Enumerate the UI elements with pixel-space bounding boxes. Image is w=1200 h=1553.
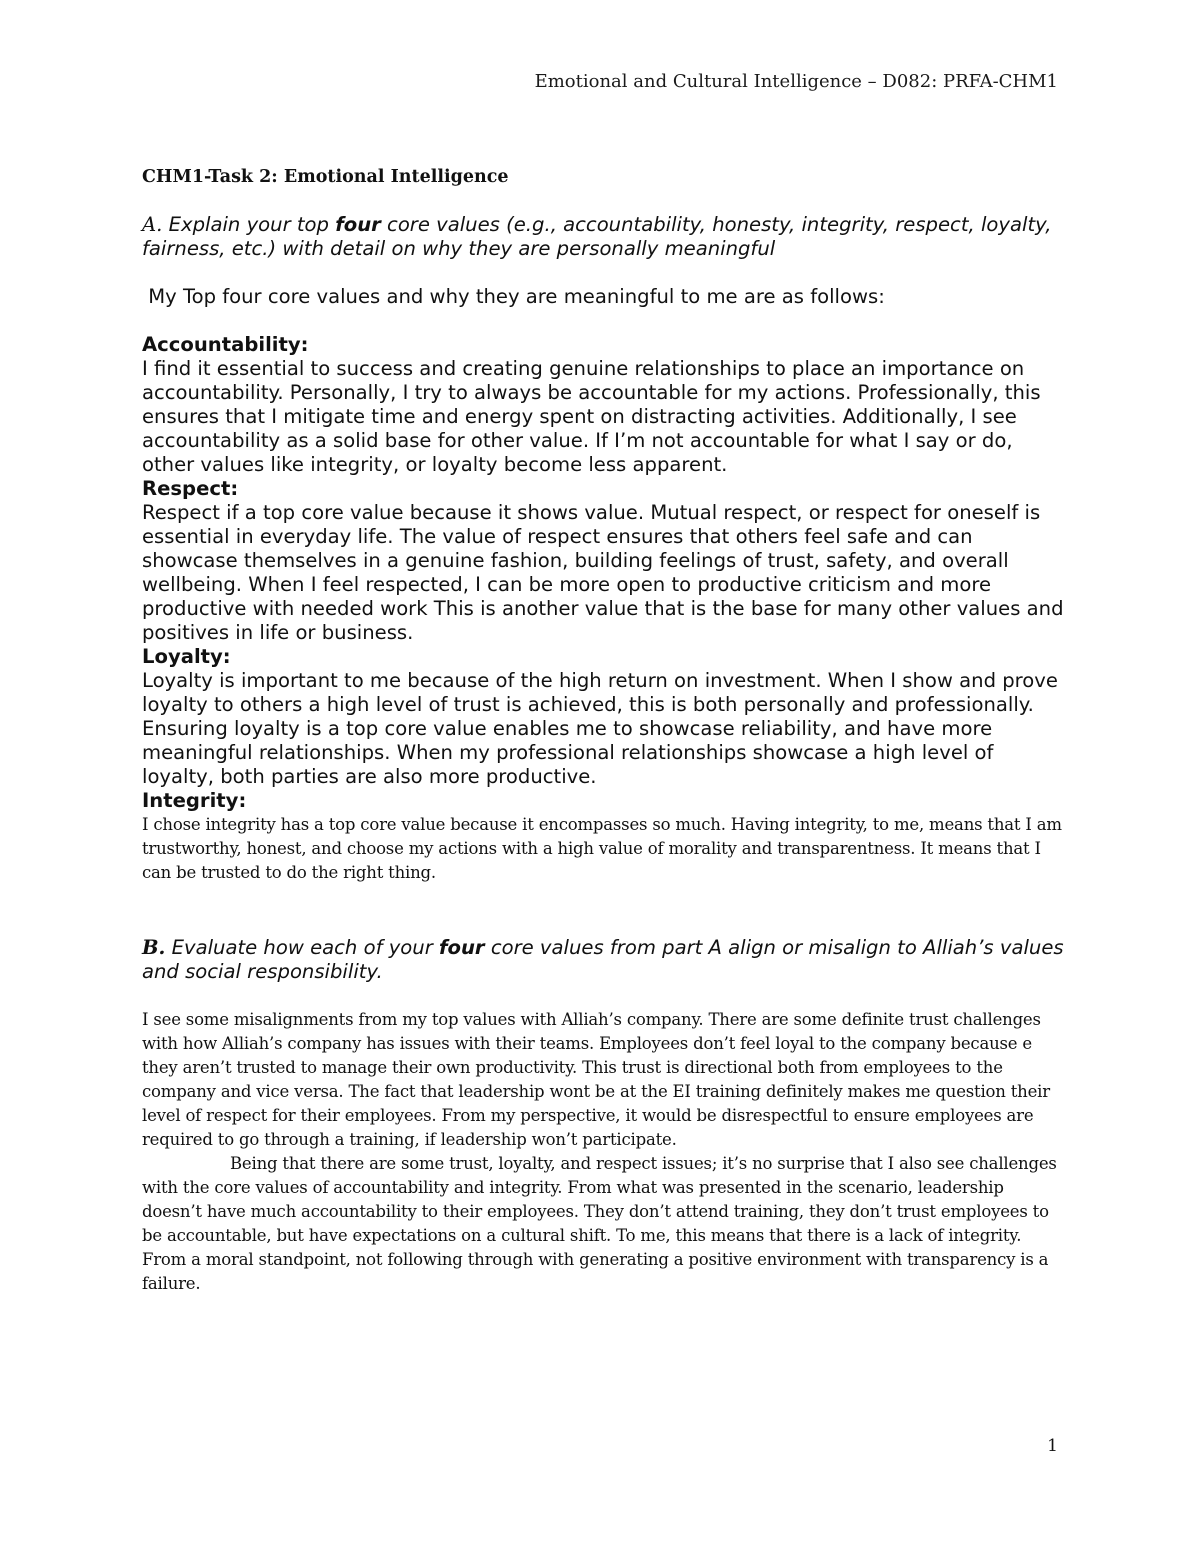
value-text-integrity: I chose integrity has a top core value because it encompasses so much. Having integrity, to me, means that I am trustworthy, honest, and choose my actions with a high value of morality and transparentness. It means that I can be trusted to do the right thing.	[142, 815, 1062, 882]
intro-line: My Top four core values and why they are meaningful to me are as follows:	[142, 285, 885, 308]
task-title: CHM1-Task 2: Emotional Intelligence	[142, 167, 509, 187]
value-heading-integrity: Integrity:	[142, 789, 247, 812]
running-header: Emotional and Cultural Intelligence – D082: PRFA-CHM1	[534, 71, 1058, 92]
question-a-letter: A.	[142, 213, 163, 236]
question-a-bold-word: four	[335, 213, 381, 236]
answer-b-paragraph-1: I see some misalignments from my top values with Alliah’s company. There are some definite trust challenges with how Alliah’s company has issues with their teams. Employees don’t feel loyal to the company because e they aren’t trusted to manage their own productivity. This trust is directional both from employees to the company and vice versa. The fact that leadership wont be at the EI training definitely makes me question their level of respect for their employees. From my perspective, it would be disrespectful to ensure employees are required to go through a training, if leadership won’t participate.	[142, 1010, 1050, 1149]
question-b-letter: B.	[142, 936, 166, 959]
value-text-respect: Respect if a top core value because it shows value. Mutual respect, or respect for oneself is essential in everyday life. The value of respect ensures that others feel safe and can showcase themselves in a genuine fashion, building feelings of trust, safety, and overall wellbeing. When I feel respected, I can be more open to productive criticism and more productive with needed work This is another value that is the base for many other values and positives in life or business.	[142, 501, 1064, 644]
question-a-text-after: core values (e.g., accountability, honesty, integrity, respect, loyalty, fairness, etc.) with detail on why they are personally meaningful	[142, 213, 1052, 260]
document-body	[142, 164, 1067, 1296]
value-text-accountability: I find it essential to success and creating genuine relationships to place an importance on accountability. Personally, I try to always be accountable for my actions. Professionally, this ensures that I mitigate time and energy spent on distracting activities. Additionally, I see accountability as a solid base for other value. If I’m not accountable for what I say or do, other values like integrity, or loyalty become less apparent.	[142, 357, 1041, 476]
question-b-text-after: core values from part A align or misalign to Alliah’s values and social responsibility.	[142, 936, 1064, 983]
value-heading-loyalty: Loyalty:	[142, 645, 231, 668]
value-heading-accountability: Accountability:	[142, 333, 309, 356]
value-text-loyalty: Loyalty is important to me because of the high return on investment. When I show and prove loyalty to others a high level of trust is achieved, this is both personally and professionally. Ensuring loyalty is a top core value enables me to showcase reliability, and have more meaningful relationships. When my professional relationships showcase a high level of loyalty, both parties are also more productive.	[142, 669, 1058, 788]
question-a-text-before: Explain your top	[162, 213, 336, 236]
question-b	[142, 936, 1067, 984]
question-b-text-before: Evaluate how each of your	[165, 936, 439, 959]
question-a	[142, 213, 1067, 261]
value-heading-respect: Respect:	[142, 477, 239, 500]
question-b-bold-word: four	[438, 936, 485, 959]
page-number: 1	[1047, 1436, 1058, 1456]
answer-b-paragraph-2: Being that there are some trust, loyalty, and respect issues; it’s no surprise that I also see challenges with the core values of accountability and integrity. From what was presented in the scenario, leadership doesn’t have much accountability to their employees. They don’t attend training, they don’t trust employees to be accountable, but have expectations on a cultural shift. To me, this means that there is a lack of integrity. From a moral standpoint, not following through with generating a positive environment with transparency is a failure.	[142, 1154, 1057, 1293]
